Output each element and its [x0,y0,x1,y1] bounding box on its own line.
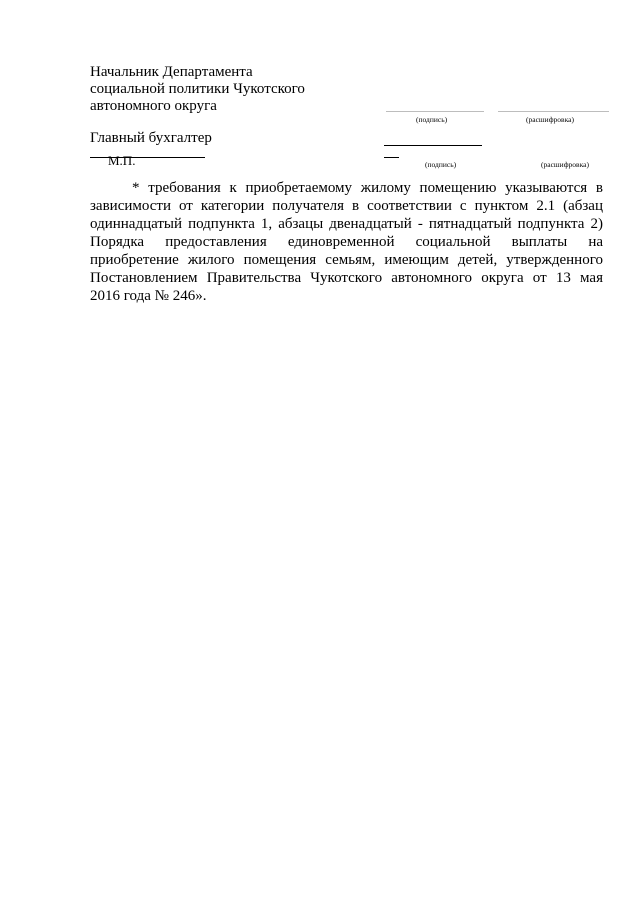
accountant-title: Главный бухгалтер [90,130,212,146]
footnote-line-4: Порядка предоставления единовременной социальной выплаты на [90,234,603,250]
footnote-line-7: 2016 года № 246». [90,288,207,304]
accountant-signature-line [384,145,482,146]
footnote-line-6: Постановлением Правительства Чукотского автономного округа от 13 мая [90,270,603,286]
footnote-line-5: приобретение жилого помещения семьям, имеющим детей, утвержденного [90,252,603,268]
head-title-line-1: Начальник Департамента [90,64,253,80]
stamp-label: М.П. [108,153,136,168]
head-title-line-3: автономного округа [90,98,217,114]
footnote-line-1: * требования к приобретаемому жилому помещению указываются в [132,180,603,196]
footnote-line-2: зависимости от категории получателя в соответствии с пунктом 2.1 (абзац [90,198,603,214]
head-signature-caption: (подпись) [416,115,448,124]
accountant-decrypt-caption: (расшифровка) [541,160,589,169]
accountant-signature-caption: (подпись) [425,160,457,169]
accountant-short-line [384,157,399,158]
footnote-paragraph [90,179,603,305]
head-decrypt-line [498,111,609,112]
head-decrypt-caption: (расшифровка) [526,115,574,124]
footnote-line-3: одиннадцатый подпункта 1, абзацы двенадцатый - пятнадцатый подпункта 2) [90,216,603,232]
head-signature-line [386,111,484,112]
head-title-line-2: социальной политики Чукотского [90,81,305,97]
